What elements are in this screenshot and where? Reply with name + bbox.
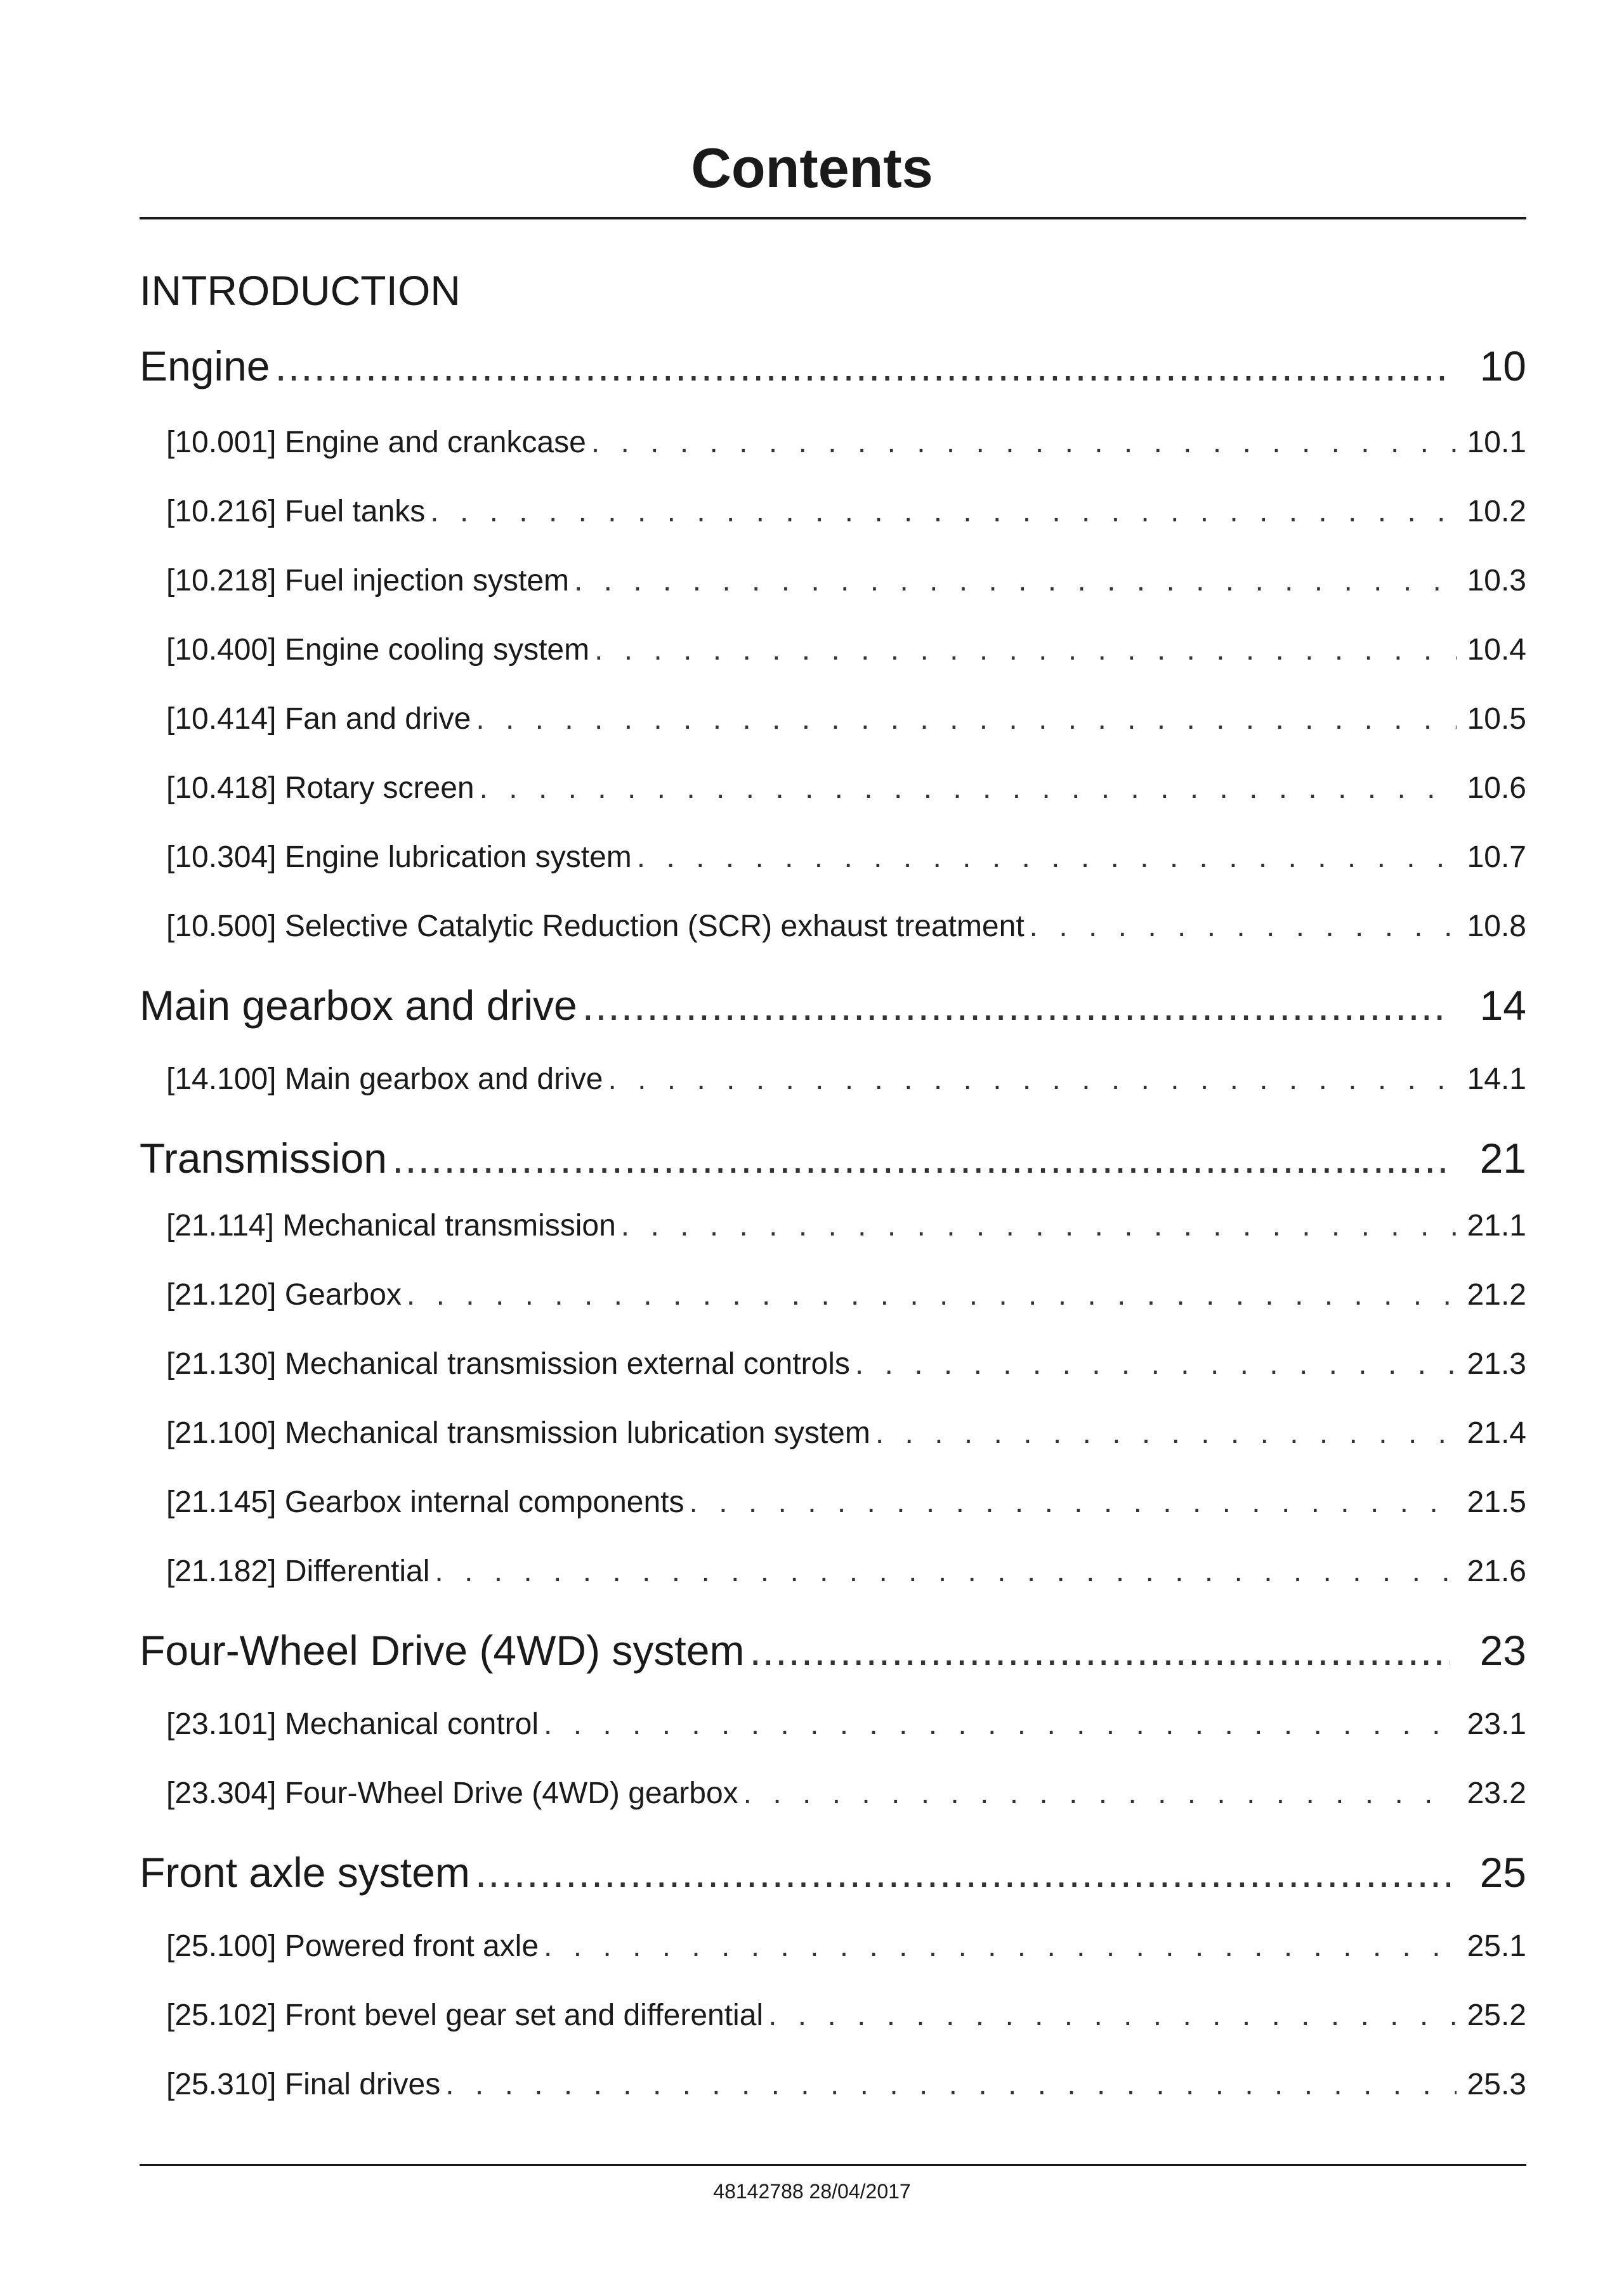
dot-leader xyxy=(392,1133,1450,1184)
section-label: [10.500] Selective Catalytic Reduction (SCR) exhaust treatment xyxy=(166,910,1025,943)
toc-chapter-front-axle[interactable] xyxy=(140,1847,1526,1898)
toc-section[interactable] xyxy=(166,838,1526,877)
footer-rule xyxy=(140,2164,1526,2166)
toc-section[interactable] xyxy=(166,700,1526,738)
dot-leader xyxy=(480,769,1457,807)
header-rule xyxy=(140,217,1526,219)
toc-section[interactable] xyxy=(166,1414,1526,1452)
section-label: [21.182] Differential xyxy=(166,1555,430,1588)
chapter-title: Transmission xyxy=(140,1135,387,1182)
section-page-number: 10.4 xyxy=(1467,633,1526,667)
toc-section[interactable] xyxy=(166,908,1526,946)
toc-chapter-engine[interactable] xyxy=(140,341,1526,391)
toc-section[interactable] xyxy=(166,1706,1526,1744)
chapter-page-number: 25 xyxy=(1479,1849,1526,1896)
chapter-title: Engine xyxy=(140,342,270,389)
dot-leader xyxy=(594,631,1457,669)
chapter-page-number: 10 xyxy=(1479,342,1526,389)
dot-leader xyxy=(544,1706,1457,1744)
section-label: [25.102] Front bevel gear set and differential xyxy=(166,1999,764,2032)
chapter-title: Front axle system xyxy=(140,1849,470,1896)
toc-section[interactable] xyxy=(166,1207,1526,1245)
toc-section[interactable] xyxy=(166,2066,1526,2104)
dot-leader xyxy=(445,2066,1457,2104)
section-page-number: 21.6 xyxy=(1467,1555,1526,1588)
section-page-number: 25.2 xyxy=(1467,1999,1526,2032)
toc-section[interactable] xyxy=(166,1997,1526,2035)
section-label: [10.418] Rotary screen xyxy=(166,771,475,805)
section-label: [23.101] Mechanical control xyxy=(166,1707,539,1741)
toc-section[interactable] xyxy=(166,1553,1526,1591)
toc-chapter-main-gearbox[interactable] xyxy=(140,980,1526,1031)
toc-section[interactable] xyxy=(166,493,1526,531)
toc-section[interactable] xyxy=(166,562,1526,600)
section-page-number: 10.2 xyxy=(1467,495,1526,528)
section-page-number: 10.3 xyxy=(1467,564,1526,597)
dot-leader xyxy=(435,1553,1457,1591)
dot-leader xyxy=(621,1207,1457,1245)
chapter-page-number: 14 xyxy=(1479,982,1526,1029)
dot-leader xyxy=(275,341,1450,391)
dot-leader xyxy=(690,1484,1457,1522)
section-page-number: 21.5 xyxy=(1467,1485,1526,1519)
toc-section[interactable] xyxy=(166,424,1526,462)
chapter-title: Four-Wheel Drive (4WD) system xyxy=(140,1627,745,1674)
section-page-number: 21.4 xyxy=(1467,1416,1526,1450)
section-label: [21.130] Mechanical transmission external controls xyxy=(166,1347,850,1381)
section-label: [21.114] Mechanical transmission xyxy=(166,1209,616,1243)
dot-leader xyxy=(476,700,1457,738)
section-label: [21.100] Mechanical transmission lubrication system xyxy=(166,1416,870,1450)
toc-chapter-four-wheel-drive[interactable] xyxy=(140,1625,1526,1676)
section-label: [25.310] Final drives xyxy=(166,2068,441,2101)
dot-leader xyxy=(855,1345,1457,1383)
section-label: [10.400] Engine cooling system xyxy=(166,633,590,667)
toc-section[interactable] xyxy=(166,1276,1526,1314)
section-page-number: 21.3 xyxy=(1467,1347,1526,1381)
section-page-number: 21.2 xyxy=(1467,1278,1526,1312)
toc-section[interactable] xyxy=(166,631,1526,669)
section-page-number: 23.2 xyxy=(1467,1777,1526,1810)
toc-section[interactable] xyxy=(166,1060,1526,1099)
section-label: [21.145] Gearbox internal components xyxy=(166,1485,684,1519)
chapter-page-number: 21 xyxy=(1479,1135,1526,1182)
section-page-number: 21.1 xyxy=(1467,1209,1526,1243)
toc-section[interactable] xyxy=(166,1927,1526,1966)
dot-leader xyxy=(608,1060,1457,1099)
section-page-number: 25.3 xyxy=(1467,2068,1526,2101)
dot-leader xyxy=(430,493,1457,531)
introduction-heading: INTRODUCTION xyxy=(140,267,461,314)
section-page-number: 10.1 xyxy=(1467,426,1526,459)
section-page-number: 10.8 xyxy=(1467,910,1526,943)
toc-section[interactable] xyxy=(166,1345,1526,1383)
section-page-number: 10.7 xyxy=(1467,840,1526,874)
dot-leader xyxy=(407,1276,1457,1314)
dot-leader xyxy=(768,1997,1457,2035)
section-page-number: 10.5 xyxy=(1467,702,1526,736)
section-label: [10.001] Engine and crankcase xyxy=(166,426,586,459)
section-label: [25.100] Powered front axle xyxy=(166,1929,539,1963)
dot-leader xyxy=(749,1625,1450,1676)
dot-leader xyxy=(637,838,1457,877)
section-label: [14.100] Main gearbox and drive xyxy=(166,1062,603,1096)
section-page-number: 23.1 xyxy=(1467,1707,1526,1741)
chapter-page-number: 23 xyxy=(1479,1627,1526,1674)
page-title: Contents xyxy=(691,136,933,199)
section-page-number: 25.1 xyxy=(1467,1929,1526,1963)
dot-leader xyxy=(591,424,1457,462)
toc-chapter-transmission[interactable] xyxy=(140,1133,1526,1184)
section-label: [10.218] Fuel injection system xyxy=(166,564,569,597)
toc-section[interactable] xyxy=(166,1484,1526,1522)
section-page-number: 10.6 xyxy=(1467,771,1526,805)
section-label: [21.120] Gearbox xyxy=(166,1278,402,1312)
dot-leader xyxy=(875,1414,1457,1452)
dot-leader xyxy=(743,1775,1457,1813)
toc-section[interactable] xyxy=(166,769,1526,807)
dot-leader xyxy=(544,1927,1457,1966)
section-page-number: 14.1 xyxy=(1467,1062,1526,1096)
dot-leader xyxy=(475,1847,1450,1898)
dot-leader xyxy=(1030,908,1457,946)
section-label: [10.216] Fuel tanks xyxy=(166,495,426,528)
footer-document-id: 48142788 28/04/2017 xyxy=(713,2180,911,2203)
section-label: [10.414] Fan and drive xyxy=(166,702,471,736)
toc-section[interactable] xyxy=(166,1775,1526,1813)
section-label: [10.304] Engine lubrication system xyxy=(166,840,632,874)
section-label: [23.304] Four-Wheel Drive (4WD) gearbox xyxy=(166,1777,738,1810)
dot-leader xyxy=(574,562,1457,600)
chapter-title: Main gearbox and drive xyxy=(140,982,577,1029)
dot-leader xyxy=(582,980,1450,1031)
